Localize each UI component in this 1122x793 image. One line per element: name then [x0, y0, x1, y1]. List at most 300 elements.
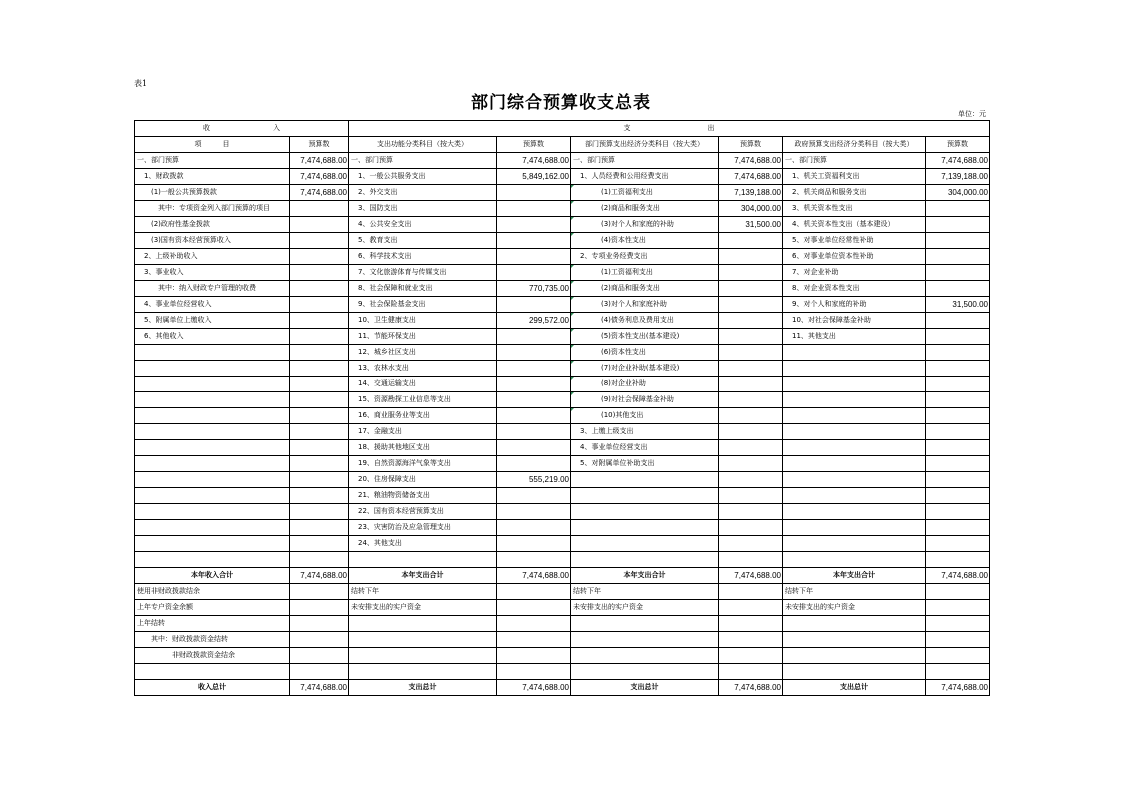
item-cell: [783, 504, 926, 520]
amount-cell: [290, 248, 349, 264]
amount-cell: 7,474,688.00: [926, 568, 990, 584]
item-cell: 18、援助其他地区支出: [349, 440, 497, 456]
amount-cell: [719, 328, 783, 344]
amount-cell: [926, 456, 990, 472]
amount-cell: [926, 632, 990, 648]
item-cell: [783, 344, 926, 360]
item-cell: [135, 663, 290, 679]
amount-cell: [290, 584, 349, 600]
item-cell: 1、机关工资福利支出: [783, 168, 926, 184]
amount-cell: [719, 647, 783, 663]
item-cell: 14、交通运输支出: [349, 376, 497, 392]
amount-cell: [926, 600, 990, 616]
table-number: 表1: [134, 79, 148, 88]
amount-cell: [290, 360, 349, 376]
amount-cell: [926, 584, 990, 600]
item-cell: [571, 552, 719, 568]
amount-cell: [719, 264, 783, 280]
amount-cell: [926, 312, 990, 328]
item-cell: 结转下年: [571, 584, 719, 600]
amount-cell: 7,139,188.00: [926, 168, 990, 184]
item-cell: (6)资本性支出: [571, 344, 719, 360]
amount-cell: [497, 424, 571, 440]
amount-cell: [926, 424, 990, 440]
group-header-row: [135, 121, 990, 137]
item-cell: 一、部门预算: [783, 152, 926, 168]
table-row: [135, 152, 990, 168]
item-cell: [135, 472, 290, 488]
carry-row: [135, 632, 990, 648]
item-cell: 12、城乡社区支出: [349, 344, 497, 360]
column-header-row: [135, 136, 990, 152]
item-cell: 7、文化旅游体育与传媒支出: [349, 264, 497, 280]
table-row: [135, 408, 990, 424]
amount-cell: [497, 488, 571, 504]
amount-cell: [719, 424, 783, 440]
item-cell: 未安排支出的实户资金: [783, 600, 926, 616]
amount-cell: [497, 663, 571, 679]
table-row: [135, 376, 990, 392]
amount-cell: [719, 440, 783, 456]
item-cell: [783, 376, 926, 392]
item-cell: (4)资本性支出: [571, 232, 719, 248]
item-cell: 3、上缴上级支出: [571, 424, 719, 440]
item-cell: 上年专户资金余额: [135, 600, 290, 616]
item-cell: [135, 504, 290, 520]
amount-cell: [719, 408, 783, 424]
item-cell: 结转下年: [349, 584, 497, 600]
amount-cell: [926, 408, 990, 424]
item-cell: 4、事业单位经营收入: [135, 296, 290, 312]
carry-row: [135, 600, 990, 616]
unit-label: 单位：元: [958, 110, 986, 118]
item-cell: 22、国有资本经营预算支出: [349, 504, 497, 520]
item-cell: 3、国防支出: [349, 200, 497, 216]
item-cell: 20、住房保障支出: [349, 472, 497, 488]
amount-cell: [719, 312, 783, 328]
amount-cell: [497, 232, 571, 248]
table-row: [135, 328, 990, 344]
amount-cell: [290, 632, 349, 648]
item-cell: [571, 472, 719, 488]
item-cell: [135, 440, 290, 456]
item-cell: [135, 536, 290, 552]
amount-cell: [497, 184, 571, 200]
item-cell: 3、事业收入: [135, 264, 290, 280]
amount-cell: 7,474,688.00: [719, 168, 783, 184]
amount-cell: [719, 663, 783, 679]
item-cell: (3)对个人和家庭的补助: [571, 216, 719, 232]
amount-cell: [719, 248, 783, 264]
amount-cell: [497, 376, 571, 392]
amount-cell: [497, 552, 571, 568]
amount-cell: [926, 248, 990, 264]
item-cell: 3、机关资本性支出: [783, 200, 926, 216]
item-cell: 未安排支出的实户资金: [571, 600, 719, 616]
amount-cell: [290, 216, 349, 232]
amount-cell: [926, 663, 990, 679]
item-cell: 8、对企业资本性支出: [783, 280, 926, 296]
table-row: [135, 504, 990, 520]
amount-cell: 7,474,688.00: [497, 152, 571, 168]
item-cell: 23、灾害防治及应急管理支出: [349, 520, 497, 536]
table-row: [135, 168, 990, 184]
table-row: [135, 296, 990, 312]
item-cell: 支出总计: [571, 679, 719, 695]
amount-cell: [497, 296, 571, 312]
table-row: [135, 184, 990, 200]
amount-cell: 5,849,162.00: [497, 168, 571, 184]
table-row: [135, 552, 990, 568]
item-cell: (10)其他支出: [571, 408, 719, 424]
item-cell: 4、公共安全支出: [349, 216, 497, 232]
amount-cell: [926, 360, 990, 376]
amount-cell: [926, 488, 990, 504]
amount-cell: 7,474,688.00: [926, 152, 990, 168]
col-header-budget: 预算数: [290, 136, 349, 152]
table-row: [135, 456, 990, 472]
item-cell: [783, 520, 926, 536]
amount-cell: [719, 552, 783, 568]
item-cell: [783, 632, 926, 648]
amount-cell: [719, 616, 783, 632]
income-group-header: 收 入: [135, 121, 349, 137]
item-cell: 5、对附属单位补助支出: [571, 456, 719, 472]
item-cell: 其中：纳入财政专户管理的收费: [135, 280, 290, 296]
table-row: [135, 264, 990, 280]
item-cell: (7)对企业补助(基本建设): [571, 360, 719, 376]
item-cell: 7、对企业补助: [783, 264, 926, 280]
amount-cell: [497, 632, 571, 648]
item-cell: [349, 663, 497, 679]
amount-cell: 7,474,688.00: [497, 679, 571, 695]
item-cell: 17、金融支出: [349, 424, 497, 440]
amount-cell: 304,000.00: [926, 184, 990, 200]
item-cell: [571, 616, 719, 632]
amount-cell: [926, 344, 990, 360]
amount-cell: [719, 488, 783, 504]
item-cell: [135, 552, 290, 568]
amount-cell: [290, 232, 349, 248]
item-cell: [135, 456, 290, 472]
table-row: [135, 232, 990, 248]
amount-cell: [290, 328, 349, 344]
item-cell: [571, 504, 719, 520]
amount-cell: [926, 392, 990, 408]
item-cell: [783, 456, 926, 472]
amount-cell: [290, 520, 349, 536]
item-cell: [135, 392, 290, 408]
item-cell: (2)商品和服务支出: [571, 200, 719, 216]
amount-cell: [926, 504, 990, 520]
item-cell: 本年支出合计: [571, 568, 719, 584]
item-cell: [783, 360, 926, 376]
amount-cell: [290, 264, 349, 280]
item-cell: 11、其他支出: [783, 328, 926, 344]
item-cell: 2、机关商品和服务支出: [783, 184, 926, 200]
amount-cell: [719, 472, 783, 488]
amount-cell: [290, 663, 349, 679]
table-row: [135, 216, 990, 232]
amount-cell: 7,474,688.00: [290, 679, 349, 695]
amount-cell: 7,474,688.00: [290, 568, 349, 584]
item-cell: (5)资本性支出(基本建设): [571, 328, 719, 344]
amount-cell: [290, 536, 349, 552]
subtotal-row: [135, 568, 990, 584]
item-cell: 15、资源勘探工业信息等支出: [349, 392, 497, 408]
table-row: [135, 424, 990, 440]
amount-cell: 7,474,688.00: [719, 679, 783, 695]
amount-cell: 7,474,688.00: [290, 152, 349, 168]
carry-row: [135, 616, 990, 632]
page-title: 部门综合预算收支总表: [471, 93, 651, 113]
carry-row: [135, 584, 990, 600]
amount-cell: [290, 456, 349, 472]
item-cell: [135, 360, 290, 376]
item-cell: 8、社会保障和就业支出: [349, 280, 497, 296]
carry-row: [135, 663, 990, 679]
amount-cell: 7,139,188.00: [719, 184, 783, 200]
item-cell: [135, 520, 290, 536]
table-row: [135, 440, 990, 456]
item-cell: (2)商品和服务支出: [571, 280, 719, 296]
amount-cell: [290, 552, 349, 568]
amount-cell: 7,474,688.00: [497, 568, 571, 584]
item-cell: 非财政拨款资金结余: [135, 647, 290, 663]
item-cell: 其中：专项资金列入部门预算的项目: [135, 200, 290, 216]
item-cell: 24、其他支出: [349, 536, 497, 552]
amount-cell: 31,500.00: [926, 296, 990, 312]
item-cell: (3)对个人和家庭补助: [571, 296, 719, 312]
col-header-budget: 预算数: [719, 136, 783, 152]
item-cell: (1)一般公共预算拨款: [135, 184, 290, 200]
item-cell: [571, 663, 719, 679]
amount-cell: [719, 584, 783, 600]
table-row: [135, 280, 990, 296]
item-cell: [349, 632, 497, 648]
item-cell: 5、教育支出: [349, 232, 497, 248]
amount-cell: [926, 552, 990, 568]
item-cell: [349, 552, 497, 568]
carry-row: [135, 647, 990, 663]
amount-cell: [497, 392, 571, 408]
item-cell: [783, 552, 926, 568]
col-header-dept-econ: 部门预算支出经济分类科目（按大类）: [571, 136, 719, 152]
item-cell: 4、事业单位经营支出: [571, 440, 719, 456]
budget-summary-table: [134, 120, 990, 696]
amount-cell: [719, 232, 783, 248]
item-cell: (4)债务利息及费用支出: [571, 312, 719, 328]
amount-cell: 770,735.00: [497, 280, 571, 296]
amount-cell: [719, 376, 783, 392]
item-cell: 5、对事业单位经常性补助: [783, 232, 926, 248]
item-cell: [135, 376, 290, 392]
item-cell: 2、外交支出: [349, 184, 497, 200]
amount-cell: [497, 536, 571, 552]
table-row: [135, 520, 990, 536]
grand-total-row: [135, 679, 990, 695]
amount-cell: [497, 408, 571, 424]
amount-cell: [290, 600, 349, 616]
item-cell: (9)对社会保障基金补助: [571, 392, 719, 408]
amount-cell: [290, 472, 349, 488]
item-cell: 1、人员经费和公用经费支出: [571, 168, 719, 184]
item-cell: 5、附属单位上缴收入: [135, 312, 290, 328]
item-cell: [571, 520, 719, 536]
item-cell: [349, 616, 497, 632]
amount-cell: [926, 536, 990, 552]
item-cell: [783, 488, 926, 504]
amount-cell: [497, 248, 571, 264]
item-cell: [571, 647, 719, 663]
amount-cell: [497, 584, 571, 600]
item-cell: 一、部门预算: [349, 152, 497, 168]
amount-cell: [497, 456, 571, 472]
amount-cell: [290, 280, 349, 296]
amount-cell: [719, 344, 783, 360]
col-header-func: 支出功能分类科目（按大类）: [349, 136, 497, 152]
item-cell: 19、自然资源海洋气象等支出: [349, 456, 497, 472]
amount-cell: [290, 344, 349, 360]
item-cell: 1、一般公共服务支出: [349, 168, 497, 184]
item-cell: 本年收入合计: [135, 568, 290, 584]
item-cell: (1)工资福利支出: [571, 184, 719, 200]
amount-cell: [719, 392, 783, 408]
item-cell: 一、部门预算: [571, 152, 719, 168]
item-cell: 9、对个人和家庭的补助: [783, 296, 926, 312]
amount-cell: [497, 216, 571, 232]
item-cell: 4、机关资本性支出（基本建设）: [783, 216, 926, 232]
item-cell: [783, 472, 926, 488]
item-cell: 6、对事业单位资本性补助: [783, 248, 926, 264]
amount-cell: [926, 232, 990, 248]
amount-cell: 7,474,688.00: [290, 184, 349, 200]
amount-cell: [926, 472, 990, 488]
table-row: [135, 248, 990, 264]
amount-cell: 7,474,688.00: [290, 168, 349, 184]
table-row: [135, 472, 990, 488]
item-cell: 2、上级补助收入: [135, 248, 290, 264]
item-cell: 支出总计: [783, 679, 926, 695]
col-header-budget: 预算数: [926, 136, 990, 152]
amount-cell: [290, 392, 349, 408]
amount-cell: [926, 520, 990, 536]
col-header-budget: 预算数: [497, 136, 571, 152]
table-row: [135, 312, 990, 328]
amount-cell: 304,000.00: [719, 200, 783, 216]
item-cell: [783, 392, 926, 408]
amount-cell: 555,219.00: [497, 472, 571, 488]
item-cell: [783, 616, 926, 632]
item-cell: [135, 488, 290, 504]
item-cell: (3)国有资本经营预算收入: [135, 232, 290, 248]
item-cell: [783, 440, 926, 456]
item-cell: 2、专项业务经费支出: [571, 248, 719, 264]
amount-cell: [926, 216, 990, 232]
amount-cell: [290, 312, 349, 328]
amount-cell: [497, 328, 571, 344]
amount-cell: 7,474,688.00: [719, 568, 783, 584]
item-cell: 本年支出合计: [349, 568, 497, 584]
amount-cell: [719, 600, 783, 616]
item-cell: 21、粮油物资储备支出: [349, 488, 497, 504]
item-cell: [783, 647, 926, 663]
amount-cell: [719, 456, 783, 472]
amount-cell: [290, 504, 349, 520]
item-cell: 6、其他收入: [135, 328, 290, 344]
item-cell: 支出总计: [349, 679, 497, 695]
item-cell: 结转下年: [783, 584, 926, 600]
amount-cell: [719, 520, 783, 536]
item-cell: 收入总计: [135, 679, 290, 695]
amount-cell: [497, 440, 571, 456]
item-cell: 16、商业服务业等支出: [349, 408, 497, 424]
amount-cell: [719, 296, 783, 312]
item-cell: (1)工资福利支出: [571, 264, 719, 280]
col-header-gov-econ: 政府预算支出经济分类科目（按大类）: [783, 136, 926, 152]
item-cell: 上年结转: [135, 616, 290, 632]
amount-cell: [497, 616, 571, 632]
amount-cell: [290, 296, 349, 312]
amount-cell: [290, 424, 349, 440]
item-cell: [135, 424, 290, 440]
amount-cell: [290, 440, 349, 456]
amount-cell: 7,474,688.00: [926, 679, 990, 695]
table-row: [135, 536, 990, 552]
item-cell: [571, 632, 719, 648]
item-cell: [783, 663, 926, 679]
amount-cell: [497, 600, 571, 616]
item-cell: 1、财政拨款: [135, 168, 290, 184]
col-header-item: 项 目: [135, 136, 290, 152]
table-row: [135, 200, 990, 216]
amount-cell: [926, 328, 990, 344]
amount-cell: [497, 344, 571, 360]
amount-cell: [497, 504, 571, 520]
item-cell: 本年支出合计: [783, 568, 926, 584]
amount-cell: [719, 632, 783, 648]
amount-cell: [719, 360, 783, 376]
table-row: [135, 344, 990, 360]
item-cell: [135, 344, 290, 360]
item-cell: 其中：财政拨款资金结转: [135, 632, 290, 648]
item-cell: [135, 408, 290, 424]
amount-cell: [290, 200, 349, 216]
amount-cell: [497, 360, 571, 376]
amount-cell: 31,500.00: [719, 216, 783, 232]
amount-cell: [926, 647, 990, 663]
amount-cell: [290, 408, 349, 424]
table-row: [135, 360, 990, 376]
amount-cell: [497, 200, 571, 216]
item-cell: 未安排支出的实户资金: [349, 600, 497, 616]
expense-group-header: 支 出: [349, 121, 990, 137]
table-row: [135, 392, 990, 408]
item-cell: 使用非财政拨款结余: [135, 584, 290, 600]
item-cell: [783, 536, 926, 552]
amount-cell: [926, 200, 990, 216]
item-cell: 9、社会保险基金支出: [349, 296, 497, 312]
item-cell: (2)政府性基金拨款: [135, 216, 290, 232]
item-cell: (8)对企业补助: [571, 376, 719, 392]
amount-cell: [290, 488, 349, 504]
item-cell: 11、节能环保支出: [349, 328, 497, 344]
item-cell: [783, 424, 926, 440]
table-row: [135, 488, 990, 504]
amount-cell: 299,572.00: [497, 312, 571, 328]
item-cell: [571, 536, 719, 552]
item-cell: [349, 647, 497, 663]
